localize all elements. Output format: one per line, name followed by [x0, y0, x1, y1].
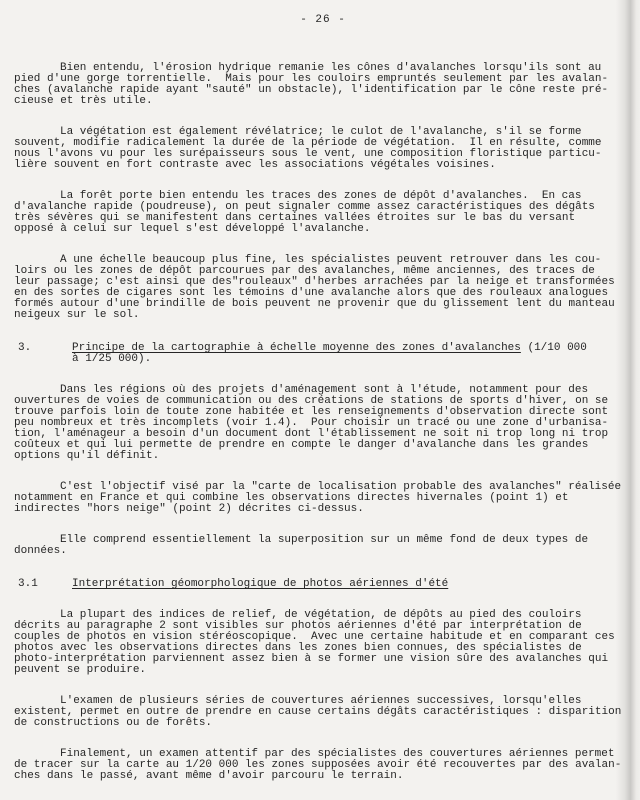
text-line: photos avec les observations directes dans les zones bien connues, des spécialistes de	[14, 642, 582, 654]
section-heading	[14, 343, 632, 365]
section-title-underlined: Principe de la cartographie à échelle moyenne des zones d'avalanches	[72, 342, 521, 354]
section-title-underlined: Interprétation géomorphologique de photos aériennes d'été	[72, 578, 449, 590]
text-line: A une échelle beaucoup plus fine, les spécialistes peuvent retrouver dans les cou-	[60, 254, 602, 266]
text-line: formés autour d'une brindille de bois peuvent ne provenir que du glissement lent du manteau	[14, 298, 615, 310]
section-title-rest: (1/10 000	[520, 342, 587, 354]
text-line: notamment en France et qui combine les observations directes hivernales (point 1) et	[14, 492, 569, 504]
text-line: nous l'avons vu pour les surépaisseurs sous le vent, une composition floristique particu-	[14, 148, 602, 160]
text-line: loirs ou les zones de dépôt parcourues par des avalanches, même anciennes, des traces de	[14, 265, 595, 277]
page-number: - 26 -	[300, 14, 346, 26]
text-line: peuvent se produire.	[14, 664, 147, 676]
paragraph	[14, 127, 632, 171]
text-line: ches dans le passé, avant même d'avoir parcouru le terrain.	[14, 770, 404, 782]
text-line: photo-interprétation parviennent assez bien à se former une vision sûre des avalanches qui	[14, 653, 609, 665]
text-line: La forêt porte bien entendu les traces des zones de dépôt d'avalanches. En cas	[60, 190, 582, 202]
text-line: Bien entendu, l'érosion hydrique remanie les cônes d'avalanches lorsqu'ils sont au	[60, 62, 602, 74]
text-line: La plupart des indices de relief, de végétation, de dépôts au pied des couloirs	[60, 609, 582, 621]
text-line: L'examen de plusieurs séries de couvertures aériennes successives, lorsqu'elles	[60, 695, 582, 707]
section-number: 3.1	[18, 578, 38, 590]
text-line: Dans les régions où des projets d'aménagement sont à l'étude, notamment pour des	[60, 384, 589, 396]
text-line: tion, l'aménageur a besoin d'un document dont l'établissement ne soit ni trop long ni trop	[14, 428, 609, 440]
text-line: coûteux et qui lui permette de prendre en compte le danger d'avalanche dans les grandes	[14, 439, 589, 451]
document-body	[14, 63, 632, 782]
text-line: neigeux sur le sol.	[14, 309, 140, 321]
section-heading	[14, 579, 632, 590]
text-line: décrits au paragraphe 2 sont visibles sur photos aériennes d'été par interprétation de	[14, 620, 582, 632]
section-title-line2: à 1/25 000).	[72, 353, 152, 365]
section-title	[72, 343, 587, 365]
text-line: trouve parfois loin de toute zone habitée et les renseignements d'observation directe sont	[14, 406, 609, 418]
paragraph	[14, 191, 632, 235]
text-line: Finalement, un examen attentif par des spécialistes des couvertures aériennes permet	[60, 748, 615, 760]
text-line: peu nombreux et très incomplets (voir 1.4). Pour choisir un tracé ou une zone d'urbanisa-	[14, 417, 609, 429]
text-line: données.	[14, 545, 67, 557]
text-line: cieuse et très utile.	[14, 95, 153, 107]
text-line: C'est l'objectif visé par la "carte de localisation probable des avalanches" réalisée	[60, 481, 622, 493]
text-line: La végétation est également révélatrice; le culot de l'avalanche, s'il se forme	[60, 126, 582, 138]
text-line: pied d'une gorge torrentielle. Mais pour les couloirs empruntés seulement par les avalan-	[14, 73, 609, 85]
text-line: ouvertures de voies de communication ou des créations de stations de sports d'hiver, on se	[14, 395, 609, 407]
text-line: options qu'il définit.	[14, 450, 160, 462]
text-line: leur passage; c'est ainsi que des"rouleaux" d'herbes arrachées par la neige et transformées	[14, 276, 615, 288]
paragraph	[14, 255, 632, 321]
text-line: de constructions ou de forêts.	[14, 717, 213, 729]
section-number: 3.	[18, 342, 32, 354]
text-line: souvent, modifie radicalement la durée de la période de végétation. Il en résulte, comme	[14, 137, 602, 149]
paragraph	[14, 63, 632, 107]
paragraph	[14, 535, 632, 557]
text-line: de tracer sur la carte au 1/20 000 les zones supposées avoir été recouvertes par des avalan-	[14, 759, 622, 771]
paragraph	[14, 610, 632, 676]
paragraph	[14, 482, 632, 515]
text-line: très sévères qui se manifestent dans certaines vallées étroites sur le bas du versant	[14, 212, 576, 224]
paragraph	[14, 749, 632, 782]
text-line: d'avalanche rapide (poudreuse), on peut signaler comme assez caractéristiques des dégâts	[14, 201, 595, 213]
text-line: ches (avalanche rapide ayant "sauté" un obstacle), l'identification par le cône reste pré-	[14, 84, 609, 96]
text-line: lière souvent en fort contraste avec les associations végétales voisines.	[14, 159, 496, 171]
text-line: opposé à celui sur lequel s'est développé l'avalanche.	[14, 223, 371, 235]
text-line: indirectes "hors neige" (point 2) décrites ci-dessus.	[14, 503, 364, 515]
paragraph	[14, 385, 632, 462]
paragraph	[14, 696, 632, 729]
text-line: en des sortes de cigares sont les témoins d'une avalanche alors que des rouleaux analogues	[14, 287, 609, 299]
text-line: existent, permet en outre de prendre en cause certains dégâts caractéristiques : disparition	[14, 706, 622, 718]
text-line: couples de photos en vision stéréoscopique. Avec une certaine habitude et en comparant ces	[14, 631, 615, 643]
section-title	[72, 579, 448, 590]
text-line: Elle comprend essentiellement la superposition sur un même fond de deux types de	[60, 534, 589, 546]
